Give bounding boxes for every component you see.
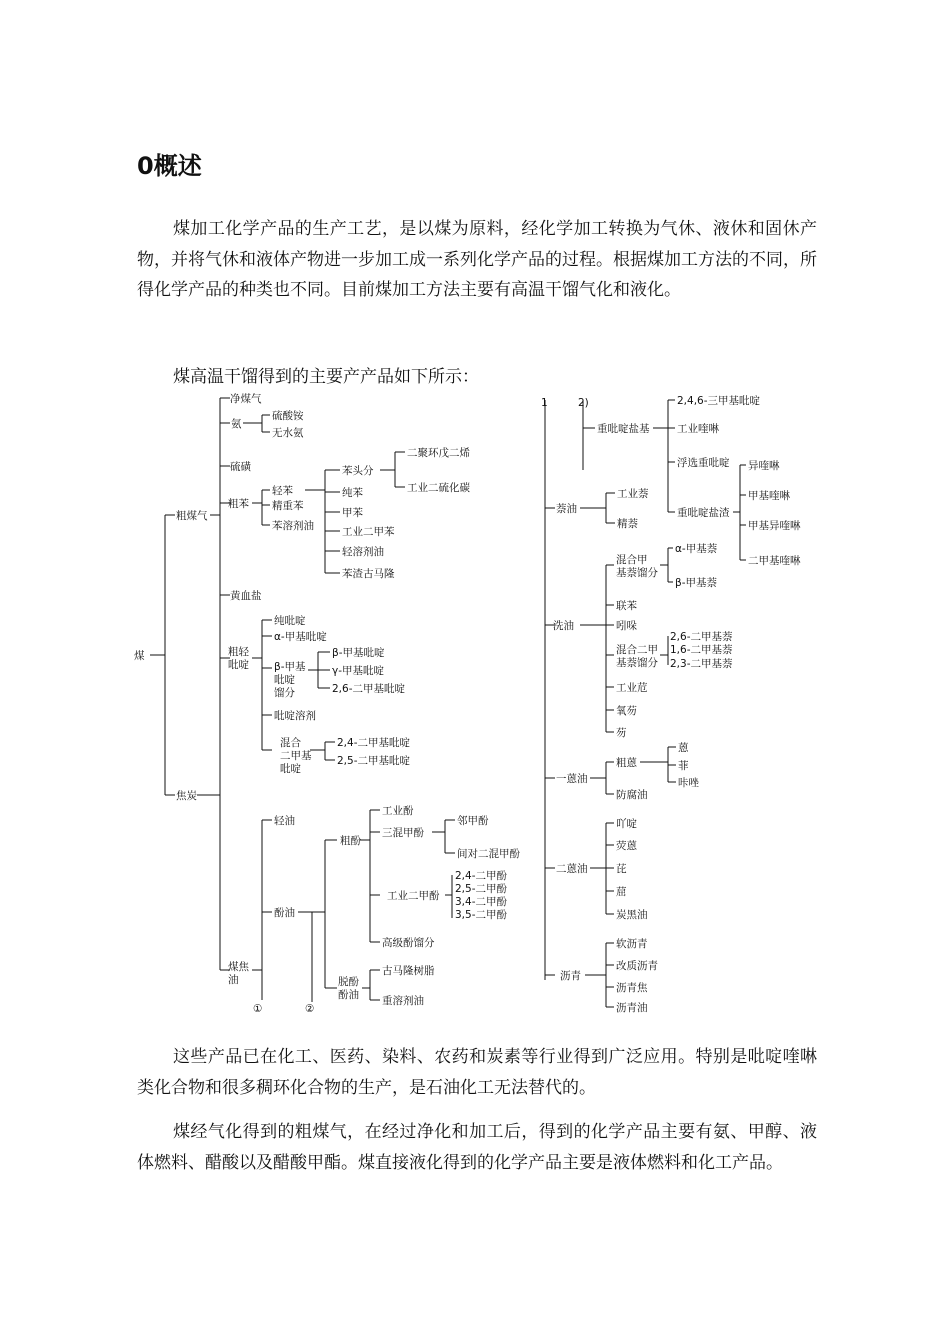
- node-acridine: 吖啶: [616, 818, 637, 830]
- node-industrial-xylene: 工业二甲苯: [342, 526, 395, 538]
- node-mixed-lutidine: 混合二甲基吡啶: [280, 737, 312, 775]
- gasification-paragraph: 煤经气化得到的粗煤气，在经过净化和加工后，得到的化学产品主要有氨、甲醇、液体燃料、醋酸以及醋酸甲酯。煤直接液化得到的化学产品主要是液体燃料和化工产品。: [137, 1122, 817, 1173]
- node-heavy-pyridine-base: 重吡啶盐渣: [677, 507, 730, 519]
- node-refined-naphthalene: 精萘: [617, 518, 638, 530]
- node-ammonia: 氨: [231, 418, 242, 430]
- node-lutidine-24: 2,4-二甲基吡啶: [337, 737, 410, 749]
- node-industrial-quinoline: 工业喹啉: [677, 423, 719, 435]
- node-pure-pyridine: 纯吡啶: [274, 615, 306, 627]
- node-mixed-cresol: 三混甲酚: [382, 827, 424, 839]
- node-fluorene: 芴: [616, 727, 627, 739]
- node-light-benzene: 轻苯: [272, 485, 293, 497]
- node-chrysene: 䓛: [616, 886, 627, 898]
- node-light-solvent: 轻溶剂油: [342, 546, 384, 558]
- node-ammonium-sulfate: 硫酸铵: [272, 410, 304, 422]
- node-dicyclopentadiene: 二聚环戊二烯: [407, 447, 470, 459]
- node-crude-pyridine: 粗轻吡啶: [228, 646, 249, 671]
- node-crude-gas: 粗煤气: [176, 510, 208, 522]
- marker-2b: 2): [578, 397, 589, 409]
- node-xylenol-24: 2,4-二甲酚: [455, 870, 507, 882]
- node-dmn-23: 2,3-二甲基萘: [670, 658, 733, 670]
- node-coumarone-resin: 古马隆树脂: [382, 965, 435, 977]
- node-heavy-pyridine-salt: 重吡啶盐基: [597, 423, 650, 435]
- node-alpha-methylnaph: α-甲基萘: [675, 543, 718, 555]
- node-indole: 吲哚: [616, 620, 637, 632]
- node-pitch: 沥青: [560, 970, 581, 982]
- node-anthracene-oil: 一蒽油: [556, 773, 588, 785]
- figure-caption: 煤高温干馏得到的主要产产品如下所示：: [173, 367, 479, 387]
- node-collidine: 2,4,6-三甲基吡啶: [677, 395, 761, 407]
- node-benzene-head: 苯头分: [342, 465, 374, 477]
- node-toluene: 甲苯: [342, 507, 363, 519]
- node-dmn-16: 1,6-二甲基萘: [670, 644, 733, 656]
- node-mixed-dimethylnaph: 混合二甲基萘馏分: [616, 644, 658, 669]
- node-beta-methylnaph: β-甲基萘: [675, 577, 717, 589]
- section-title: 0概述: [137, 152, 202, 180]
- node-mixed-methylnaph: 混合甲基萘馏分: [616, 554, 658, 579]
- node-crude-phenol: 粗酚: [340, 835, 361, 847]
- node-benzene-solvent: 苯溶剂油: [272, 520, 314, 532]
- node-high-phenol: 高级酚馏分: [382, 937, 435, 949]
- node-dimethylquinoline: 二甲基喹啉: [748, 555, 801, 567]
- node-methylisoquinoline: 甲基异喹啉: [748, 520, 801, 532]
- marker-1b: 1: [541, 397, 548, 409]
- node-isoquinoline: 异喹啉: [748, 460, 780, 472]
- applications-paragraph: 这些产品已在化工、医药、染料、农药和炭素等行业得到广泛应用。特别是吡啶喹啉类化合物和很多稠环化合物的生产，是石油化工无法替代的。: [137, 1047, 817, 1098]
- node-o-cresol: 邻甲酚: [457, 815, 489, 827]
- node-carbon-black-oil: 炭黑油: [616, 909, 648, 921]
- node-modified-pitch: 改质沥青: [616, 960, 658, 972]
- node-pitch-oil: 沥青油: [616, 1002, 648, 1014]
- node-industrial-naphthalene: 工业萘: [617, 488, 649, 500]
- node-wash-oil: 洗油: [553, 620, 574, 632]
- node-lutidine-25: 2,5-二甲基吡啶: [337, 755, 410, 767]
- intro-paragraph: 煤加工化学产品的生产工艺，是以煤为原料，经化学加工转换为气休、液休和固休产物，并将气休和液体产物进一步加工成一系列化学产品的过程。根据煤加工方法的不同，所得化学产品的种类也不同。目前煤加工方法主要有高温干馏气化和液化。: [137, 219, 817, 300]
- node-carbon-disulfide: 工业二硫化碳: [407, 482, 470, 494]
- node-industrial-acenaphthene: 工业苊: [616, 682, 648, 694]
- node-industrial-xylenol: 工业二甲酚: [387, 890, 440, 902]
- node-yellow-blood-salt: 黄血盐: [230, 590, 262, 602]
- node-anthracene: 蒽: [678, 742, 689, 754]
- node-carbazole: 咔唑: [678, 777, 699, 789]
- node-crude-anthracene: 粗蒽: [616, 757, 637, 769]
- node-coke: 焦炭: [176, 790, 197, 802]
- node-xylenol-25: 2,5-二甲酚: [455, 883, 507, 895]
- node-xylenol-34: 3,4-二甲酚: [455, 896, 507, 908]
- node-pure-heavy-pyridine: 浮选重吡啶: [677, 457, 730, 469]
- coal-products-tree-diagram: [0, 390, 950, 1030]
- node-beta-picoline: β-甲基吡啶: [332, 647, 385, 659]
- node-phenol-oil: 酚油: [274, 907, 295, 919]
- node-soft-pitch: 软沥青: [616, 938, 648, 950]
- node-heavy-solvent: 重溶剂油: [382, 995, 424, 1007]
- node-coal: 煤: [134, 650, 145, 662]
- node-naphthalene-oil: 萘油: [556, 503, 577, 515]
- marker-1: ①: [253, 1003, 263, 1015]
- node-pure-benzene: 纯苯: [342, 487, 363, 499]
- node-phenanthrene: 菲: [678, 760, 689, 772]
- node-crude-benzene: 粗苯: [228, 498, 249, 510]
- node-alpha-picoline: α-甲基吡啶: [274, 631, 327, 643]
- node-mp-cresol: 间对二混甲酚: [457, 848, 520, 860]
- node-benzene-coumarone: 苯渣古马隆: [342, 568, 395, 580]
- node-dmn-26: 2,6-二甲基萘: [670, 631, 733, 643]
- node-dephenol-oil: 脱酚酚油: [338, 976, 359, 1001]
- node-fluoranthene: 荧蒽: [616, 840, 637, 852]
- node-pitch-coke: 沥青焦: [616, 982, 648, 994]
- node-xylenol-35: 3,5-二甲酚: [455, 909, 507, 921]
- node-lutidine-26: 2,6-二甲基吡啶: [332, 683, 405, 695]
- node-clean-gas: 净煤气: [230, 393, 262, 405]
- node-second-anthracene-oil: 二蒽油: [556, 863, 588, 875]
- node-anhydrous-ammonia: 无水氨: [272, 427, 304, 439]
- node-tar: 煤焦油: [228, 961, 249, 986]
- node-pyridine-solvent: 吡啶溶剂: [274, 710, 316, 722]
- marker-2: ②: [305, 1003, 315, 1015]
- node-light-oil: 轻油: [274, 815, 295, 827]
- node-sulfur: 硫磺: [230, 461, 251, 473]
- node-beta-picoline-fraction: β-甲基吡啶馏分: [274, 661, 306, 699]
- node-industrial-phenol: 工业酚: [382, 805, 414, 817]
- node-gamma-picoline: γ-甲基吡啶: [332, 665, 385, 677]
- node-anticorrosion-oil: 防腐油: [616, 789, 648, 801]
- node-biphenyl: 联苯: [616, 600, 637, 612]
- node-methylquinoline: 甲基喹啉: [748, 490, 790, 502]
- node-heavy-benzene: 精重苯: [272, 500, 304, 512]
- node-pyrene: 芘: [616, 863, 627, 875]
- node-fluorene-oxide: 氧芴: [616, 705, 637, 717]
